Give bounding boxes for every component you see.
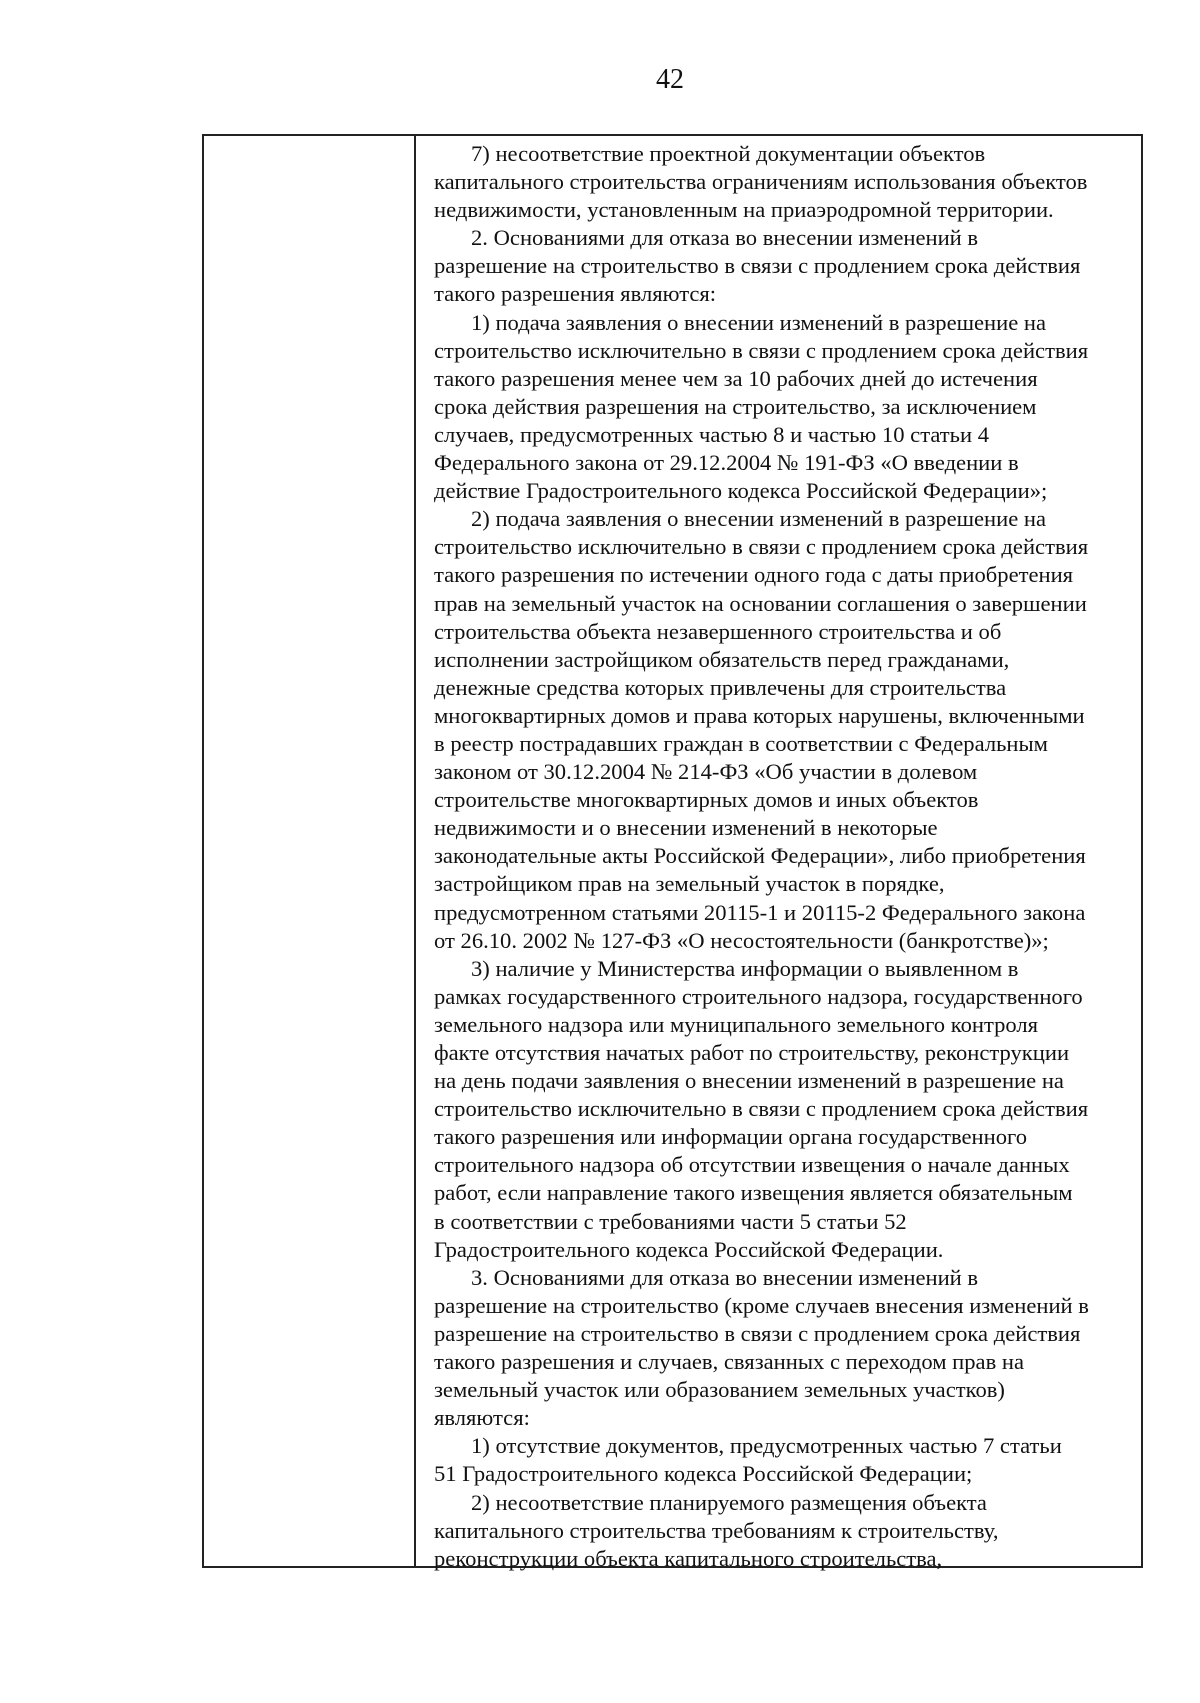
paragraph	[434, 1489, 1135, 1573]
text-line: земельного надзора или муниципального земельного контроля	[434, 1011, 1039, 1037]
text-line: капитального строительства требованиям к строительству,	[434, 1517, 999, 1543]
text-line: являются:	[434, 1405, 530, 1431]
paragraph	[434, 955, 1135, 1264]
text-line: строительства объекта незавершенного строительства и об	[434, 618, 1002, 644]
text-line: законодательные акты Российской Федерации», либо приобретения	[434, 843, 1086, 869]
text-line: от 26.10. 2002 № 127-ФЗ «О несостоятельности (банкротстве)»;	[434, 927, 1049, 953]
text-line: такого разрешения являются:	[434, 281, 717, 307]
text-line: недвижимости и о внесении изменений в некоторые	[434, 815, 938, 841]
text-line: разрешение на строительство в связи с продлением срока действия	[434, 1320, 1081, 1346]
text-line: работ, если направление такого извещения является обязательным	[434, 1180, 1073, 1206]
text-line: капитального строительства ограничениям использования объектов	[434, 169, 1088, 195]
text-line: 3) наличие у Министерства информации о выявленном в	[471, 955, 1019, 981]
page-number: 42	[656, 64, 684, 95]
text-line: 7) несоответствие проектной документации объектов	[471, 141, 986, 166]
text-line: разрешение на строительство в связи с продлением срока действия	[434, 253, 1081, 279]
text-line: разрешение на строительство (кроме случаев внесения изменений в	[434, 1292, 1089, 1318]
text-line: случаев, предусмотренных частью 8 и частью 10 статьи 4	[434, 421, 990, 447]
text-line: реконструкции объекта капитального строительства,	[434, 1545, 943, 1571]
text-line: строительство исключительно в связи с продлением срока действия	[434, 534, 1089, 560]
text-line: законом от 30.12.2004 № 214-ФЗ «Об участии в долевом	[434, 759, 978, 785]
text-line: 1) отсутствие документов, предусмотренных частью 7 статьи	[471, 1433, 1062, 1459]
table-left-cell	[204, 136, 416, 1566]
text-line: строительство исключительно в связи с продлением срока действия	[434, 1096, 1089, 1122]
text-line: строительстве многоквартирных домов и иных объектов	[434, 787, 979, 813]
text-line: Градостроительного кодекса Российской Федерации.	[434, 1236, 944, 1262]
text-line: денежные средства которых привлечены для строительства	[434, 674, 1007, 700]
text-line: рамках государственного строительного надзора, государственного	[434, 983, 1083, 1009]
paragraph	[434, 505, 1135, 955]
text-line: 1) подача заявления о внесении изменений в разрешение на	[471, 309, 1047, 335]
text-line: земельный участок или образованием земельных участков)	[434, 1377, 1005, 1403]
text-line: застройщиком прав на земельный участок в порядке,	[434, 871, 945, 897]
text-line: Федерального закона от 29.12.2004 № 191-ФЗ «О введении в	[434, 450, 1019, 476]
text-line: 3. Основаниями для отказа во внесении изменений в	[471, 1264, 979, 1290]
text-line: в соответствии с требованиями части 5 статьи 52	[434, 1208, 907, 1234]
text-line: предусмотренном статьями 20115-1 и 20115-2 Федерального закона	[434, 899, 1086, 925]
text-line: факте отсутствия начатых работ по строительству, реконструкции	[434, 1040, 1070, 1065]
text-line: 51 Градостроительного кодекса Российской Федерации;	[434, 1461, 973, 1487]
text-line: недвижимости, установленным на приаэродромной территории.	[434, 197, 1054, 223]
text-line: 2) несоответствие планируемого размещения объекта	[471, 1489, 987, 1515]
paragraph	[434, 309, 1135, 506]
paragraph	[434, 140, 1135, 224]
text-line: в реестр пострадавших граждан в соответствии с Федеральным	[434, 730, 1048, 756]
text-line: такого разрешения по истечении одного года с даты приобретения	[434, 562, 1074, 588]
text-line: многоквартирных домов и права которых нарушены, включенными	[434, 702, 1085, 728]
text-line: такого разрешения менее чем за 10 рабочих дней до истечения	[434, 365, 1038, 391]
table-right-cell	[418, 136, 1141, 1571]
text-line: строительного надзора об отсутствии извещения о начале данных	[434, 1152, 1070, 1178]
paragraph	[434, 1264, 1135, 1433]
paragraph	[434, 224, 1135, 308]
text-line: действие Градостроительного кодекса Российской Федерации»;	[434, 478, 1048, 504]
text-line: 2) подача заявления о внесении изменений в разрешение на	[471, 506, 1047, 532]
text-line: на день подачи заявления о внесении изменений в разрешение на	[434, 1068, 1064, 1094]
text-line: прав на земельный участок на основании соглашения о завершении	[434, 590, 1087, 616]
text-line: исполнении застройщиком обязательств перед гражданами,	[434, 646, 1010, 672]
text-line: такого разрешения и случаев, связанных с переходом прав на	[434, 1349, 1025, 1375]
text-line: 2. Основаниями для отказа во внесении изменений в	[471, 225, 979, 251]
text-line: такого разрешения или информации органа государственного	[434, 1124, 1028, 1150]
text-line: строительство исключительно в связи с продлением срока действия	[434, 337, 1089, 363]
text-line: срока действия разрешения на строительство, за исключением	[434, 393, 1037, 419]
document-table	[202, 134, 1143, 1571]
paragraph	[434, 1432, 1135, 1488]
